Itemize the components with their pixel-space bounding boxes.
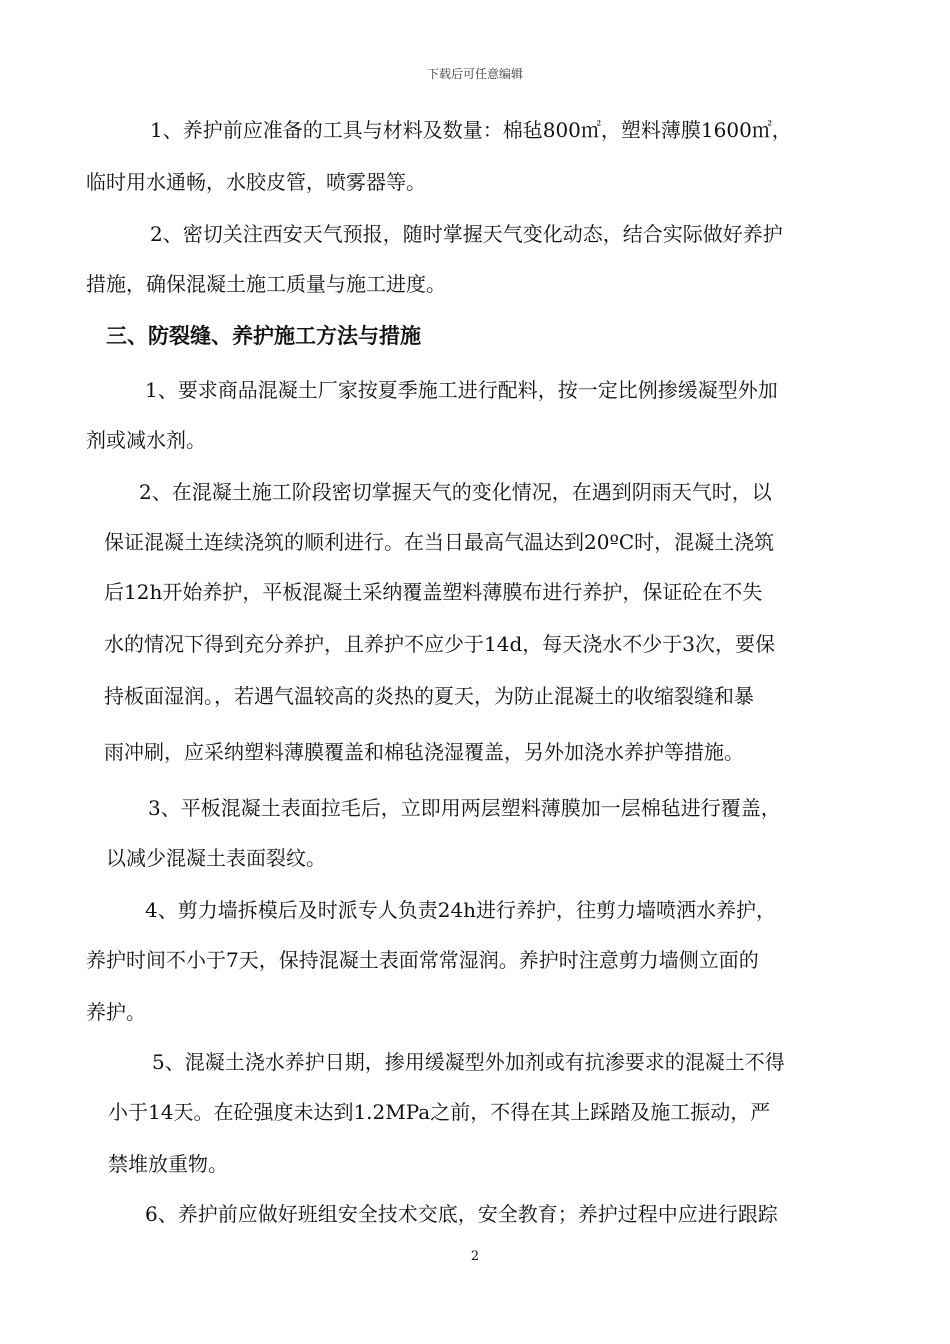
paragraph-3-line-1: 1、要求商品混凝土厂家按夏季施工进行配料，按一定比例掺缓凝型外加 bbox=[145, 378, 778, 402]
paragraph-7-line-1: 5、混凝土浇水养护日期，掺用缓凝型外加剂或有抗渗要求的混凝土不得 bbox=[152, 1050, 785, 1074]
paragraph-7-line-3: 禁堆放重物。 bbox=[108, 1152, 228, 1176]
paragraph-5-line-2: 以减少混凝土表面裂纹。 bbox=[106, 846, 326, 870]
paragraph-8-line-1: 6、养护前应做好班组安全技术交底，安全教育；养护过程中应进行跟踪 bbox=[145, 1202, 778, 1226]
paragraph-2-line-2: 措施，确保混凝土施工质量与施工进度。 bbox=[86, 272, 446, 296]
paragraph-4-line-5: 持板面湿润。，若遇气温较高的炎热的夏天，为防止混凝土的收缩裂缝和暴 bbox=[104, 684, 754, 708]
paragraph-4-line-6: 雨冲刷，应采纳塑料薄膜覆盖和棉毡浇湿覆盖，另外加浇水养护等措施。 bbox=[104, 740, 744, 764]
page-header: 下载后可任意编辑 bbox=[426, 67, 523, 81]
paragraph-3-line-2: 剂或减水剂。 bbox=[86, 428, 206, 452]
paragraph-7-line-2: 小于14天。在砼强度未达到1.2MPa之前，不得在其上踩踏及施工振动，严 bbox=[108, 1100, 771, 1124]
paragraph-4-line-3: 后12h开始养护，平板混凝土采纳覆盖塑料薄膜布进行养护，保证砼在不失 bbox=[104, 580, 763, 604]
paragraph-5-line-1: 3、平板混凝土表面拉毛后，立即用两层塑料薄膜加一层棉毡进行覆盖， bbox=[148, 796, 781, 820]
page-number: 2 bbox=[470, 1249, 480, 1264]
section-heading: 三、防裂缝、养护施工方法与措施 bbox=[106, 324, 421, 348]
paragraph-2-line-1: 2、密切关注西安天气预报，随时掌握天气变化动态，结合实际做好养护 bbox=[150, 222, 783, 246]
paragraph-1-line-1: 1、养护前应准备的工具与材料及数量：棉毡800㎡，塑料薄膜1600㎡， bbox=[150, 118, 792, 142]
paragraph-4-line-1: 2、在混凝土施工阶段密切掌握天气的变化情况，在遇到阴雨天气时，以 bbox=[139, 480, 772, 504]
paragraph-4-line-4: 水的情况下得到充分养护，且养护不应少于14d，每天浇水不少于3次，要保 bbox=[104, 632, 775, 656]
paragraph-1-line-2: 临时用水通畅，水胶皮管，喷雾器等。 bbox=[86, 170, 426, 194]
paragraph-4-line-2: 保证混凝土连续浇筑的顺利进行。在当日最高气温达到20ºC时，混凝土浇筑 bbox=[104, 530, 775, 554]
paragraph-6-line-2: 养护时间不小于7天，保持混凝土表面常常湿润。养护时注意剪力墙侧立面的 bbox=[86, 948, 759, 972]
paragraph-6-line-1: 4、剪力墙拆模后及时派专人负责24h进行养护，往剪力墙喷洒水养护， bbox=[145, 898, 777, 922]
paragraph-6-line-3: 养护。 bbox=[86, 1000, 146, 1024]
